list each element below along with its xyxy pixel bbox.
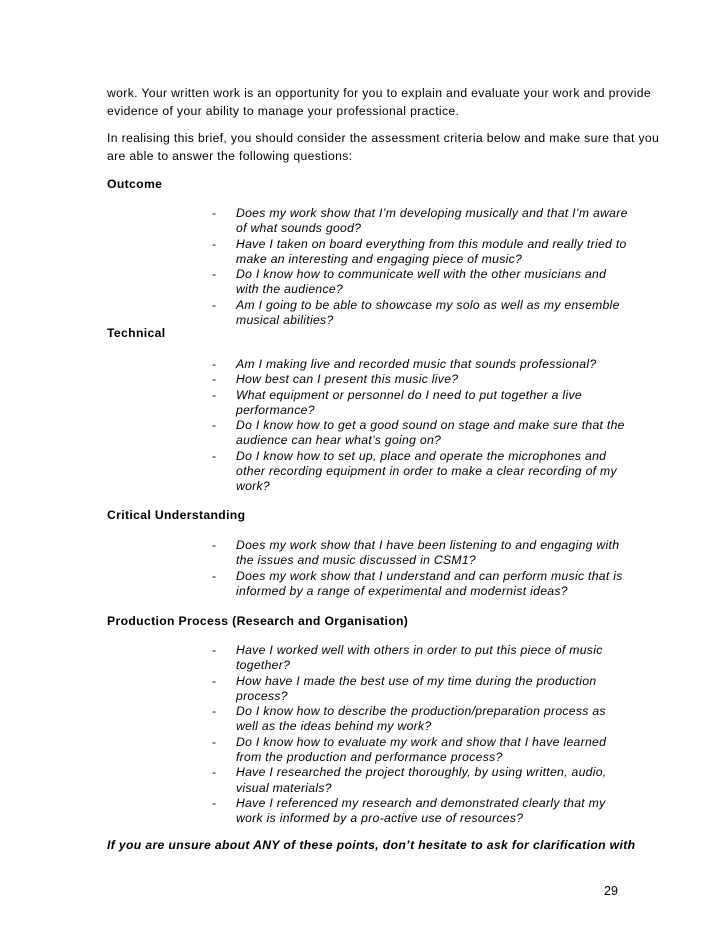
bullet-dash: -: [212, 297, 217, 312]
list-item-text: How have I made the best use of my time during the production process?: [236, 673, 597, 703]
list-item-text: Have I referenced my research and demonstrated clearly that my work is informed by a pro-active use of resources?: [236, 795, 606, 826]
list-item-text: Do I know how to describe the production/preparation process as well as the ideas behind my work?: [236, 704, 606, 734]
list-item-text: Does my work show that I understand and can perform music that is informed by a range of experimental and modernist ideas?: [236, 568, 623, 598]
bullet-dash: -: [212, 418, 217, 433]
list-item: [0, 765, 728, 796]
section-heading-technical: Technical: [107, 326, 166, 340]
section-heading-outcome: Outcome: [107, 177, 163, 191]
list-item-text: Have I researched the project thoroughly, by using written, audio, visual materials?: [236, 765, 607, 795]
page-number: 29: [604, 884, 618, 898]
list-item-text: Does my work show that I’m developing musically and that I’m aware of what sounds good?: [236, 206, 628, 236]
list-item-text: Do I know how to communicate well with the other musicians and with the audience?: [236, 267, 607, 297]
intro-paragraph-2: In realising this brief, you should consider the assessment criteria below and make sure that you are able to answer the following questions:: [107, 131, 660, 163]
list-item-text: Am I going to be able to showcase my solo as well as my ensemble musical abilities?: [236, 297, 620, 328]
bullet-dash: -: [212, 795, 217, 810]
list-item-text: Do I know how to evaluate my work and show that I have learned from the production and performance process?: [236, 734, 607, 765]
closing-note: If you are unsure about ANY of these points, don’t hesitate to ask for clarification with: [107, 838, 636, 852]
list-item-text: Does my work show that I have been listening to and engaging with the issues and music discussed in CSM1?: [236, 538, 620, 568]
bullet-dash: -: [212, 372, 217, 387]
list-item: [0, 267, 728, 298]
list-item: [0, 206, 728, 237]
bullet-dash: -: [212, 568, 217, 583]
list-item-text: Have I taken on board everything from this module and really tried to make an interesting and engaging piece of music?: [236, 236, 627, 266]
list-item: [0, 372, 728, 387]
list-item: [0, 388, 728, 419]
list-item: [0, 357, 728, 372]
bullet-dash: -: [212, 538, 217, 552]
list-item-text: Am I making live and recorded music that sounds professional?: [236, 357, 597, 371]
section-heading-critical-understanding: Critical Understanding: [107, 508, 246, 522]
intro-paragraph-1: work. Your written work is an opportunity for you to explain and evaluate your work and provide evidence of your ability to manage your professional practice.: [107, 86, 652, 118]
bullet-dash: -: [212, 236, 217, 251]
outcome-question-list: [0, 206, 728, 328]
bullet-dash: -: [212, 267, 217, 282]
list-item-text: Have I worked well with others in order to put this piece of music together?: [236, 643, 603, 673]
list-item: [0, 569, 728, 600]
bullet-dash: -: [212, 643, 217, 657]
list-item: [0, 735, 728, 766]
critical-understanding-question-list: [0, 538, 728, 599]
list-item-text: Do I know how to set up, place and operate the microphones and other recording equipment in order to make a clear recording of my work?: [236, 448, 617, 494]
production-process-question-list: [0, 643, 728, 827]
list-item: [0, 796, 728, 827]
bullet-dash: -: [212, 387, 217, 402]
section-heading-production-process: Production Process (Research and Organisation): [107, 614, 409, 628]
bullet-dash: -: [212, 734, 217, 749]
bullet-dash: -: [212, 704, 217, 719]
list-item: [0, 538, 728, 569]
bullet-dash: -: [212, 357, 217, 371]
list-item-text: What equipment or personnel do I need to put together a live performance?: [236, 387, 582, 417]
list-item: [0, 449, 728, 495]
list-item-text: How best can I present this music live?: [236, 372, 459, 387]
technical-question-list: [0, 357, 728, 495]
list-item: [0, 643, 728, 674]
bullet-dash: -: [212, 206, 217, 220]
bullet-dash: -: [212, 765, 217, 780]
list-item: [0, 418, 728, 449]
list-item: [0, 237, 728, 268]
list-item-text: Do I know how to get a good sound on stage and make sure that the audience can hear what’s going on?: [236, 418, 625, 448]
bullet-dash: -: [212, 448, 217, 463]
list-item: [0, 674, 728, 705]
bullet-dash: -: [212, 673, 217, 688]
list-item: [0, 704, 728, 735]
